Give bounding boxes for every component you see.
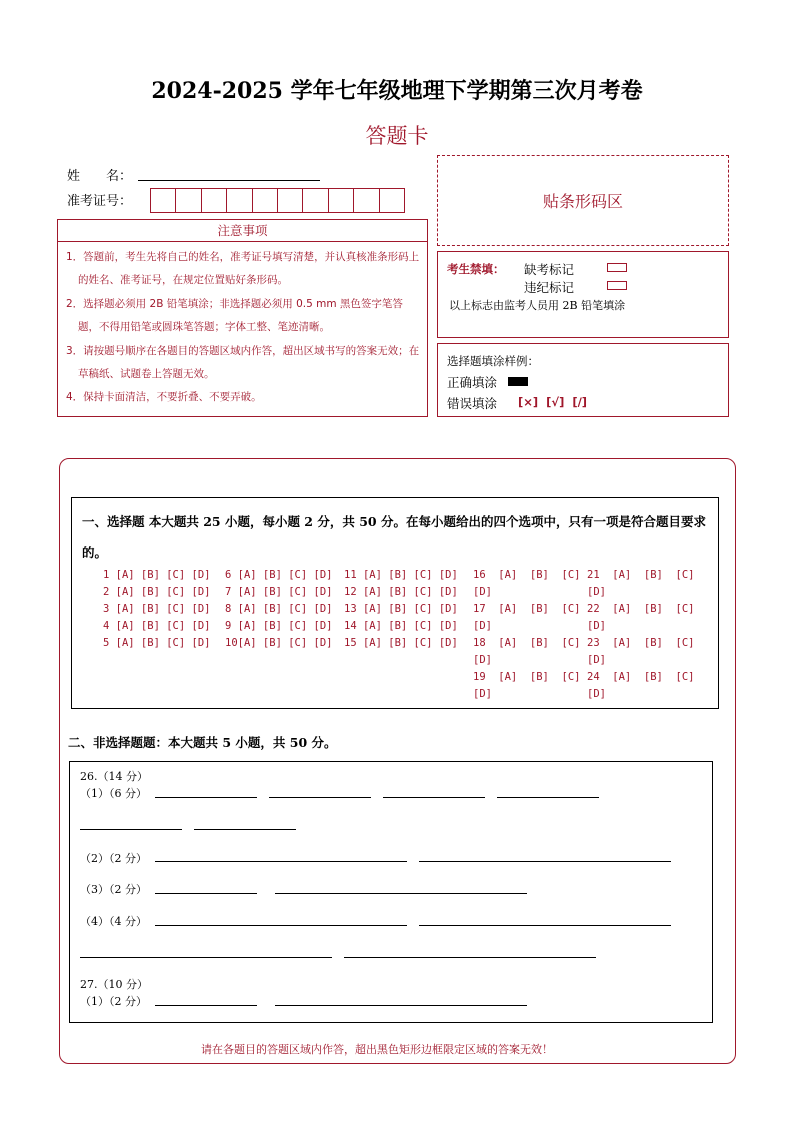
answer-line[interactable] <box>497 797 599 798</box>
exam-id-digit-box[interactable] <box>353 188 379 213</box>
mcq-row[interactable]: 2 [A] [B] [C] [D] <box>103 586 211 598</box>
name-field[interactable] <box>138 165 320 181</box>
mcq-row[interactable]: 24 [A] [B] [C] <box>587 671 695 683</box>
answer-line[interactable] <box>155 1005 257 1006</box>
sample-heading: 选择题填涂样例： <box>447 354 539 368</box>
nonchoice-heading: 二、非选择题题：本大题共 5 小题，共 50 分。 <box>68 735 337 750</box>
answer-line[interactable] <box>155 925 407 926</box>
mcq-row[interactable]: [D] <box>473 654 492 666</box>
exam-id-digit-box[interactable] <box>201 188 227 213</box>
mcq-row[interactable]: 13 [A] [B] [C] [D] <box>344 603 458 615</box>
q27-label: 27.（10 分） <box>80 978 148 991</box>
answer-line[interactable] <box>155 893 257 894</box>
mcq-row[interactable]: 23 [A] [B] [C] <box>587 637 695 649</box>
answer-line[interactable] <box>275 893 527 894</box>
exam-id-digit-box[interactable] <box>226 188 252 213</box>
mcq-row[interactable]: [D] <box>473 586 492 598</box>
mcq-row[interactable]: 9 [A] [B] [C] [D] <box>225 620 333 632</box>
answer-line[interactable] <box>80 829 182 830</box>
absent-mark-box[interactable] <box>607 263 627 272</box>
answer-line[interactable] <box>155 797 257 798</box>
q26-label: 26.（14 分） <box>80 770 148 783</box>
exam-id-digit-box[interactable] <box>302 188 328 213</box>
mcq-row[interactable]: [D] <box>587 688 606 700</box>
mcq-row[interactable]: 17 [A] [B] [C] <box>473 603 581 615</box>
id-label: 准考证号： <box>67 194 133 209</box>
examiner-only-box <box>437 251 729 338</box>
mcq-row[interactable]: 3 [A] [B] [C] [D] <box>103 603 211 615</box>
answer-line[interactable] <box>194 829 296 830</box>
q26-2-label: （2）（2 分） <box>80 852 147 865</box>
q26-3-label: （3）（2 分） <box>80 883 147 896</box>
mcq-column-2 <box>225 567 332 652</box>
q26-4-label: （4）（4 分） <box>80 915 147 928</box>
barcode-area: 贴条形码区 <box>437 155 729 246</box>
notice-box <box>57 242 428 417</box>
answer-line[interactable] <box>80 957 332 958</box>
mcq-row[interactable]: 19 [A] [B] [C] <box>473 671 581 683</box>
mcq-row[interactable]: 10[A] [B] [C] [D] <box>225 637 333 649</box>
answer-line[interactable] <box>155 861 407 862</box>
ban-note: 以上标志由监考人员用 2B 铅笔填涂 <box>449 299 626 312</box>
fill-sample-box <box>437 343 729 417</box>
answer-line[interactable] <box>419 861 671 862</box>
mcq-column-1 <box>103 567 210 652</box>
mcq-column-4 <box>473 567 580 703</box>
mcq-row[interactable]: 12 [A] [B] [C] [D] <box>344 586 458 598</box>
exam-id-digit-box[interactable] <box>328 188 354 213</box>
wrong-fill-samples: [×] [√] [/] <box>518 395 588 409</box>
mcq-row[interactable]: 8 [A] [B] [C] [D] <box>225 603 333 615</box>
absent-label: 缺考标记 <box>524 262 575 277</box>
answer-line[interactable] <box>419 925 671 926</box>
notice-item: 4．保持卡面清洁，不要折叠、不要弄破。 <box>66 391 262 404</box>
mcq-row[interactable]: [D] <box>587 586 606 598</box>
page-subtitle: 答题卡 <box>365 124 429 148</box>
mcq-column-3 <box>344 567 458 652</box>
mcq-row[interactable]: [D] <box>587 654 606 666</box>
answer-line[interactable] <box>383 797 485 798</box>
exam-id-digit-box[interactable] <box>150 188 176 213</box>
answer-line[interactable] <box>269 797 371 798</box>
mcq-row[interactable]: 1 [A] [B] [C] [D] <box>103 569 211 581</box>
mcq-row[interactable]: 14 [A] [B] [C] [D] <box>344 620 458 632</box>
nonchoice-answer-box <box>69 761 713 1023</box>
wrong-fill-label: 错误填涂 <box>447 396 498 411</box>
mcq-row[interactable]: 15 [A] [B] [C] [D] <box>344 637 458 649</box>
answer-line[interactable] <box>275 1005 527 1006</box>
mcq-row[interactable]: [D] <box>587 620 606 632</box>
mcq-row[interactable]: 21 [A] [B] [C] <box>587 569 695 581</box>
exam-id-digit-box[interactable] <box>277 188 303 213</box>
ban-label: 考生禁填： <box>447 262 505 276</box>
exam-id-digit-box[interactable] <box>252 188 278 213</box>
answer-line[interactable] <box>344 957 596 958</box>
notice-item: 2．选择题必须用 2B 铅笔填涂；非选择题必须用 0.5 mm 黑色签字笔答题，不得用铅笔或圆珠笔答题；字体工整、笔迹清晰。 <box>66 297 403 334</box>
mcq-row[interactable]: 11 [A] [B] [C] [D] <box>344 569 458 581</box>
q27-1-label: （1）（2 分） <box>80 995 147 1008</box>
mcq-row[interactable]: 4 [A] [B] [C] [D] <box>103 620 211 632</box>
mcq-column-5 <box>587 567 694 703</box>
exam-id-boxes[interactable] <box>151 188 405 213</box>
mcq-row[interactable]: 7 [A] [B] [C] [D] <box>225 586 333 598</box>
mcq-row[interactable]: [D] <box>473 688 492 700</box>
mcq-heading: 一、选择题 本大题共 25 小题，每小题 2 分，共 50 分。在每小题给出的四个选项中，只有一项是符合题目要求的。 <box>82 514 706 560</box>
footer-warning: 请在各题目的答题区域内作答，超出黑色矩形边框限定区域的答案无效！ <box>201 1043 553 1056</box>
exam-id-digit-box[interactable] <box>379 188 405 213</box>
page-title: 2024-2025 学年七年级地理下学期第三次月考卷 <box>151 78 643 104</box>
q26-1-label: （1）（6 分） <box>80 787 147 800</box>
mcq-row[interactable]: 6 [A] [B] [C] [D] <box>225 569 333 581</box>
mcq-row[interactable]: 18 [A] [B] [C] <box>473 637 581 649</box>
correct-fill-sample <box>508 377 528 386</box>
violation-label: 违纪标记 <box>524 280 575 295</box>
violation-mark-box[interactable] <box>607 281 627 290</box>
mcq-row[interactable]: 5 [A] [B] [C] [D] <box>103 637 211 649</box>
name-label: 姓 名： <box>67 169 133 184</box>
notice-item: 1．答题前，考生先将自己的姓名，准考证号填写清楚，并认真核准条形码上的姓名、准考证号，在规定位置贴好条形码。 <box>66 251 420 287</box>
mcq-row[interactable]: [D] <box>473 620 492 632</box>
notice-heading: 注意事项 <box>57 219 428 242</box>
mcq-row[interactable]: 22 [A] [B] [C] <box>587 603 695 615</box>
exam-id-digit-box[interactable] <box>175 188 201 213</box>
notice-item: 3．请按题号顺序在各题目的答题区域内作答，超出区域书写的答案无效；在草稿纸、试题卷上答题无效。 <box>66 344 420 381</box>
correct-fill-label: 正确填涂 <box>447 375 498 390</box>
mcq-row[interactable]: 16 [A] [B] [C] <box>473 569 581 581</box>
